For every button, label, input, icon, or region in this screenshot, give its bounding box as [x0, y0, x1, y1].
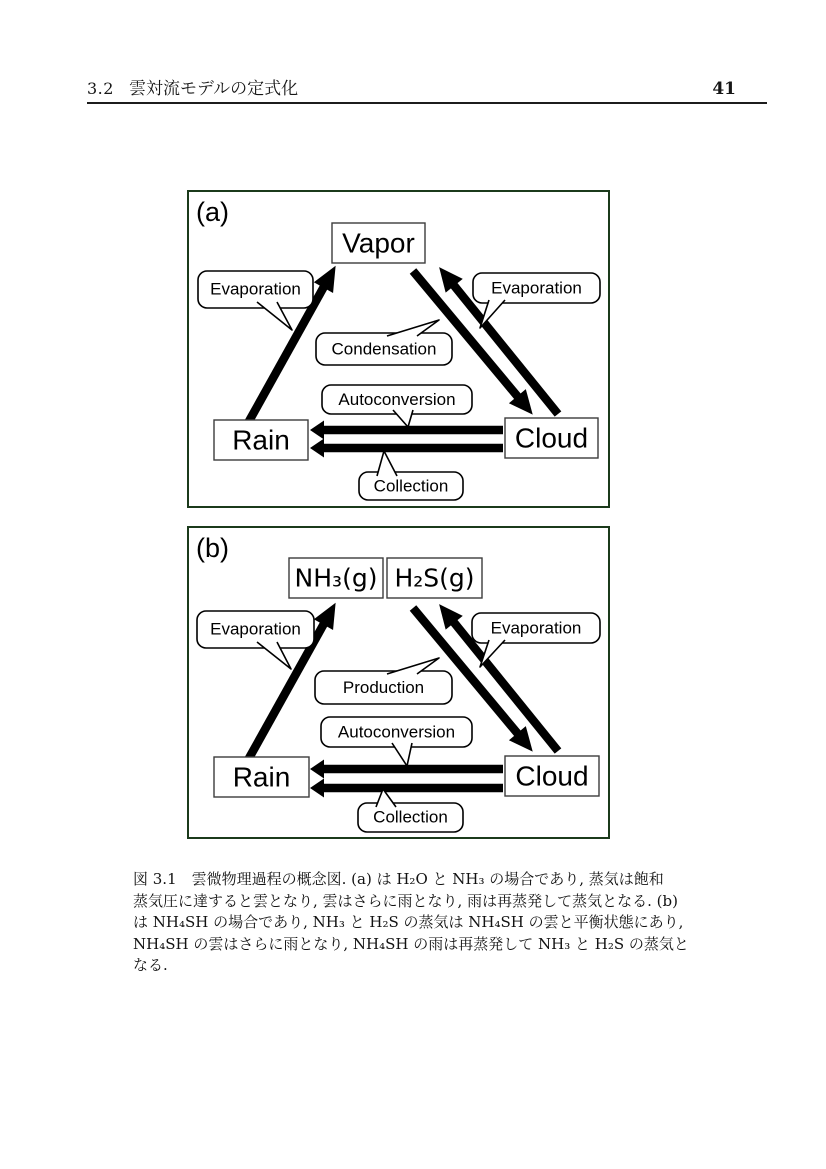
cloud-node-label: Cloud	[515, 760, 589, 792]
h2s-gas-node-label: H₂S(g)	[394, 563, 475, 593]
production-label: Production	[342, 678, 425, 697]
evaporation-right-label: Evaporation	[490, 618, 582, 638]
collection-arrow	[310, 439, 503, 458]
caption-line: は NH₄SH の場合であり, NH₃ と H₂S の蒸気は NH₄SH の雲と平衡状態にあり,	[133, 913, 684, 931]
section-number: 3.2	[87, 79, 114, 98]
caption-line: 蒸気圧に達すると雲となり, 雲はさらに雨となり, 雨は再蒸発して蒸気となる. (b)	[133, 891, 678, 910]
autoconversion-label: Autoconversion	[338, 390, 456, 409]
caption-line: NH₄SH の雲はさらに雨となり, NH₄SH の雨は再蒸発して NH₃ と H₂S の蒸気と	[133, 934, 689, 953]
autoconversion-label: Autoconversion	[337, 722, 456, 742]
collection-bubble	[359, 451, 463, 500]
page-number: 41	[712, 79, 736, 99]
section-heading	[87, 74, 298, 99]
evaporation-left-label: Evaporation	[210, 619, 301, 639]
vapor-node	[332, 223, 425, 263]
rain-node-label: Rain	[232, 424, 290, 456]
collection-label: Collection	[373, 476, 449, 496]
cloud-node	[505, 756, 599, 796]
rain-node	[214, 757, 309, 797]
autoconversion-bubble	[322, 385, 472, 427]
h2s-gas-node	[387, 558, 482, 598]
collection-bubble	[358, 789, 463, 832]
condensation-label: Condensation	[331, 339, 437, 359]
vapor-node-label: Vapor	[342, 227, 415, 259]
section-title: 雲対流モデルの定式化	[128, 79, 299, 99]
cloud-node-label: Cloud	[514, 422, 589, 454]
autoconversion-bubble	[321, 717, 472, 766]
cloud-node	[505, 418, 598, 458]
production-bubble	[315, 658, 452, 704]
figure-panel-b	[187, 526, 610, 839]
panel-b-label: (b)	[196, 533, 229, 563]
caption-line: 図 3.1 雲微物理過程の概念図. (a) は H₂O と NH₃ の場合であり, 蒸気は飽和	[133, 870, 664, 888]
collection-arrow	[310, 779, 503, 798]
evaporation-right-bubble	[472, 613, 600, 667]
condensation-bubble	[316, 320, 452, 365]
evaporation-left-bubble	[198, 271, 313, 330]
rain-node	[214, 420, 308, 460]
collection-label: Collection	[373, 807, 448, 827]
rain-node-label: Rain	[232, 761, 291, 793]
nh3-gas-node-label: NH₃(g)	[294, 563, 378, 593]
evaporation-left-bubble	[197, 611, 314, 669]
caption-line: なる.	[133, 956, 168, 974]
nh3-gas-node	[289, 558, 383, 598]
panel-a-label: (a)	[196, 197, 229, 227]
evaporation-right-bubble	[473, 273, 600, 328]
figure-caption	[133, 869, 701, 977]
evaporation-left-label: Evaporation	[210, 279, 301, 299]
evaporation-right-label: Evaporation	[491, 278, 582, 298]
running-header	[87, 74, 767, 104]
figure-panel-a	[187, 190, 610, 508]
